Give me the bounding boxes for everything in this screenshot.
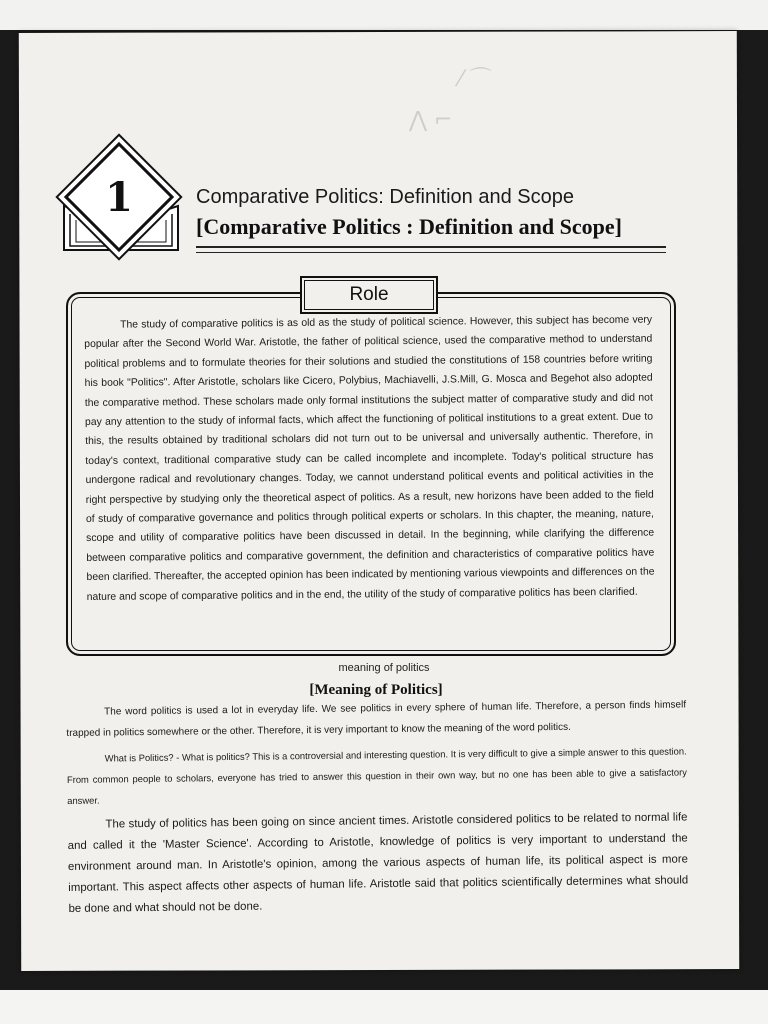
scan-top-margin bbox=[0, 0, 768, 30]
paragraph: The study of politics has been going on since ancient times. Aristotle considered politics to be related to normal life and called it the 'Master Science'. According to Aristotle, knowledge of politics is very important to understand the environment around man. In Aristotle's opinion, among the various aspects of human life, its political aspect is more important. This aspect affects other aspects of human life. Aristotle said that politics scientifically determines what should be done and what should not be done. bbox=[67, 811, 689, 915]
chapter-header bbox=[58, 150, 678, 260]
paragraph: What is Politics? - What is politics? This is a controversial and interesting question. It is very difficult to give a simple answer to this question. From common people to scholars, everyone has tried to answer this question in their own way, but no one has been able to give a satisfactory answer. bbox=[66, 745, 687, 806]
title-underline bbox=[196, 246, 666, 253]
section-body bbox=[66, 694, 689, 924]
chapter-title-bracketed: [Comparative Politics : Definition and Scope] bbox=[196, 214, 622, 239]
section-heading: meaning of politics bbox=[338, 662, 430, 674]
chapter-title: Comparative Politics: Definition and Scope bbox=[196, 186, 574, 208]
chapter-emblem bbox=[58, 150, 188, 260]
pencil-mark: ⁄ ⌒ bbox=[458, 66, 492, 92]
scan-bottom-margin bbox=[0, 990, 768, 1024]
section-heading-bracketed: [Meaning of Politics] bbox=[309, 682, 443, 698]
role-label: Role bbox=[300, 276, 438, 314]
paragraph: The word politics is used a lot in everyday life. We see politics in every sphere of human life. Therefore, a person finds himself trapped in politics somewhere or the other. Therefore, it is very important to know the meaning of the word politics. bbox=[66, 699, 687, 739]
pencil-mark: ⋀ ⌐ bbox=[408, 107, 453, 133]
role-text: The study of comparative politics is as old as the study of political science. However, this subject has become very popular after the Second World War. Aristotle, the father of political science, used the comparative method to understand political problems and to formulate theories for their solutions and studied the constitutions of 158 countries before writing his book "Politics". After Aristotle, scholars like Cicero, Polybius, Machiavelli, J.S.Mill, G. Mosca and Begehot also adopted the comparative method. These scholars made only formal institutions the subject matter of comparative study and did not pay any attention to the study of informal facts, which affect the functioning of political institutions to a great extent. Due to this, the results obtained by traditional scholars did not turn out to be universal and universally authentic. Therefore, in today's context, traditional comparative study can be called incomplete and incomplete. Today's political structure has undergone radical and revolutionary changes. Today, we cannot understand political events and political activities in the right perspective by studying only the theoretical aspect of politics. As a result, new horizons have been added to the field of study of comparative governance and politics through political experts or scholars. In this chapter, the meaning, nature, scope and utility of comparative politics have been discussed in detail. In the beginning, while clarifying the difference between comparative politics and comparative government, the definition and characteristics of comparative politics have been clarified. Thereafter, the accepted opinion has been indicated by mentioning various viewpoints and differences on the nature and scope of comparative politics and in the end, the utility of the study of comparative politics has been clarified. bbox=[84, 314, 655, 603]
chapter-number: 1 bbox=[105, 173, 133, 221]
